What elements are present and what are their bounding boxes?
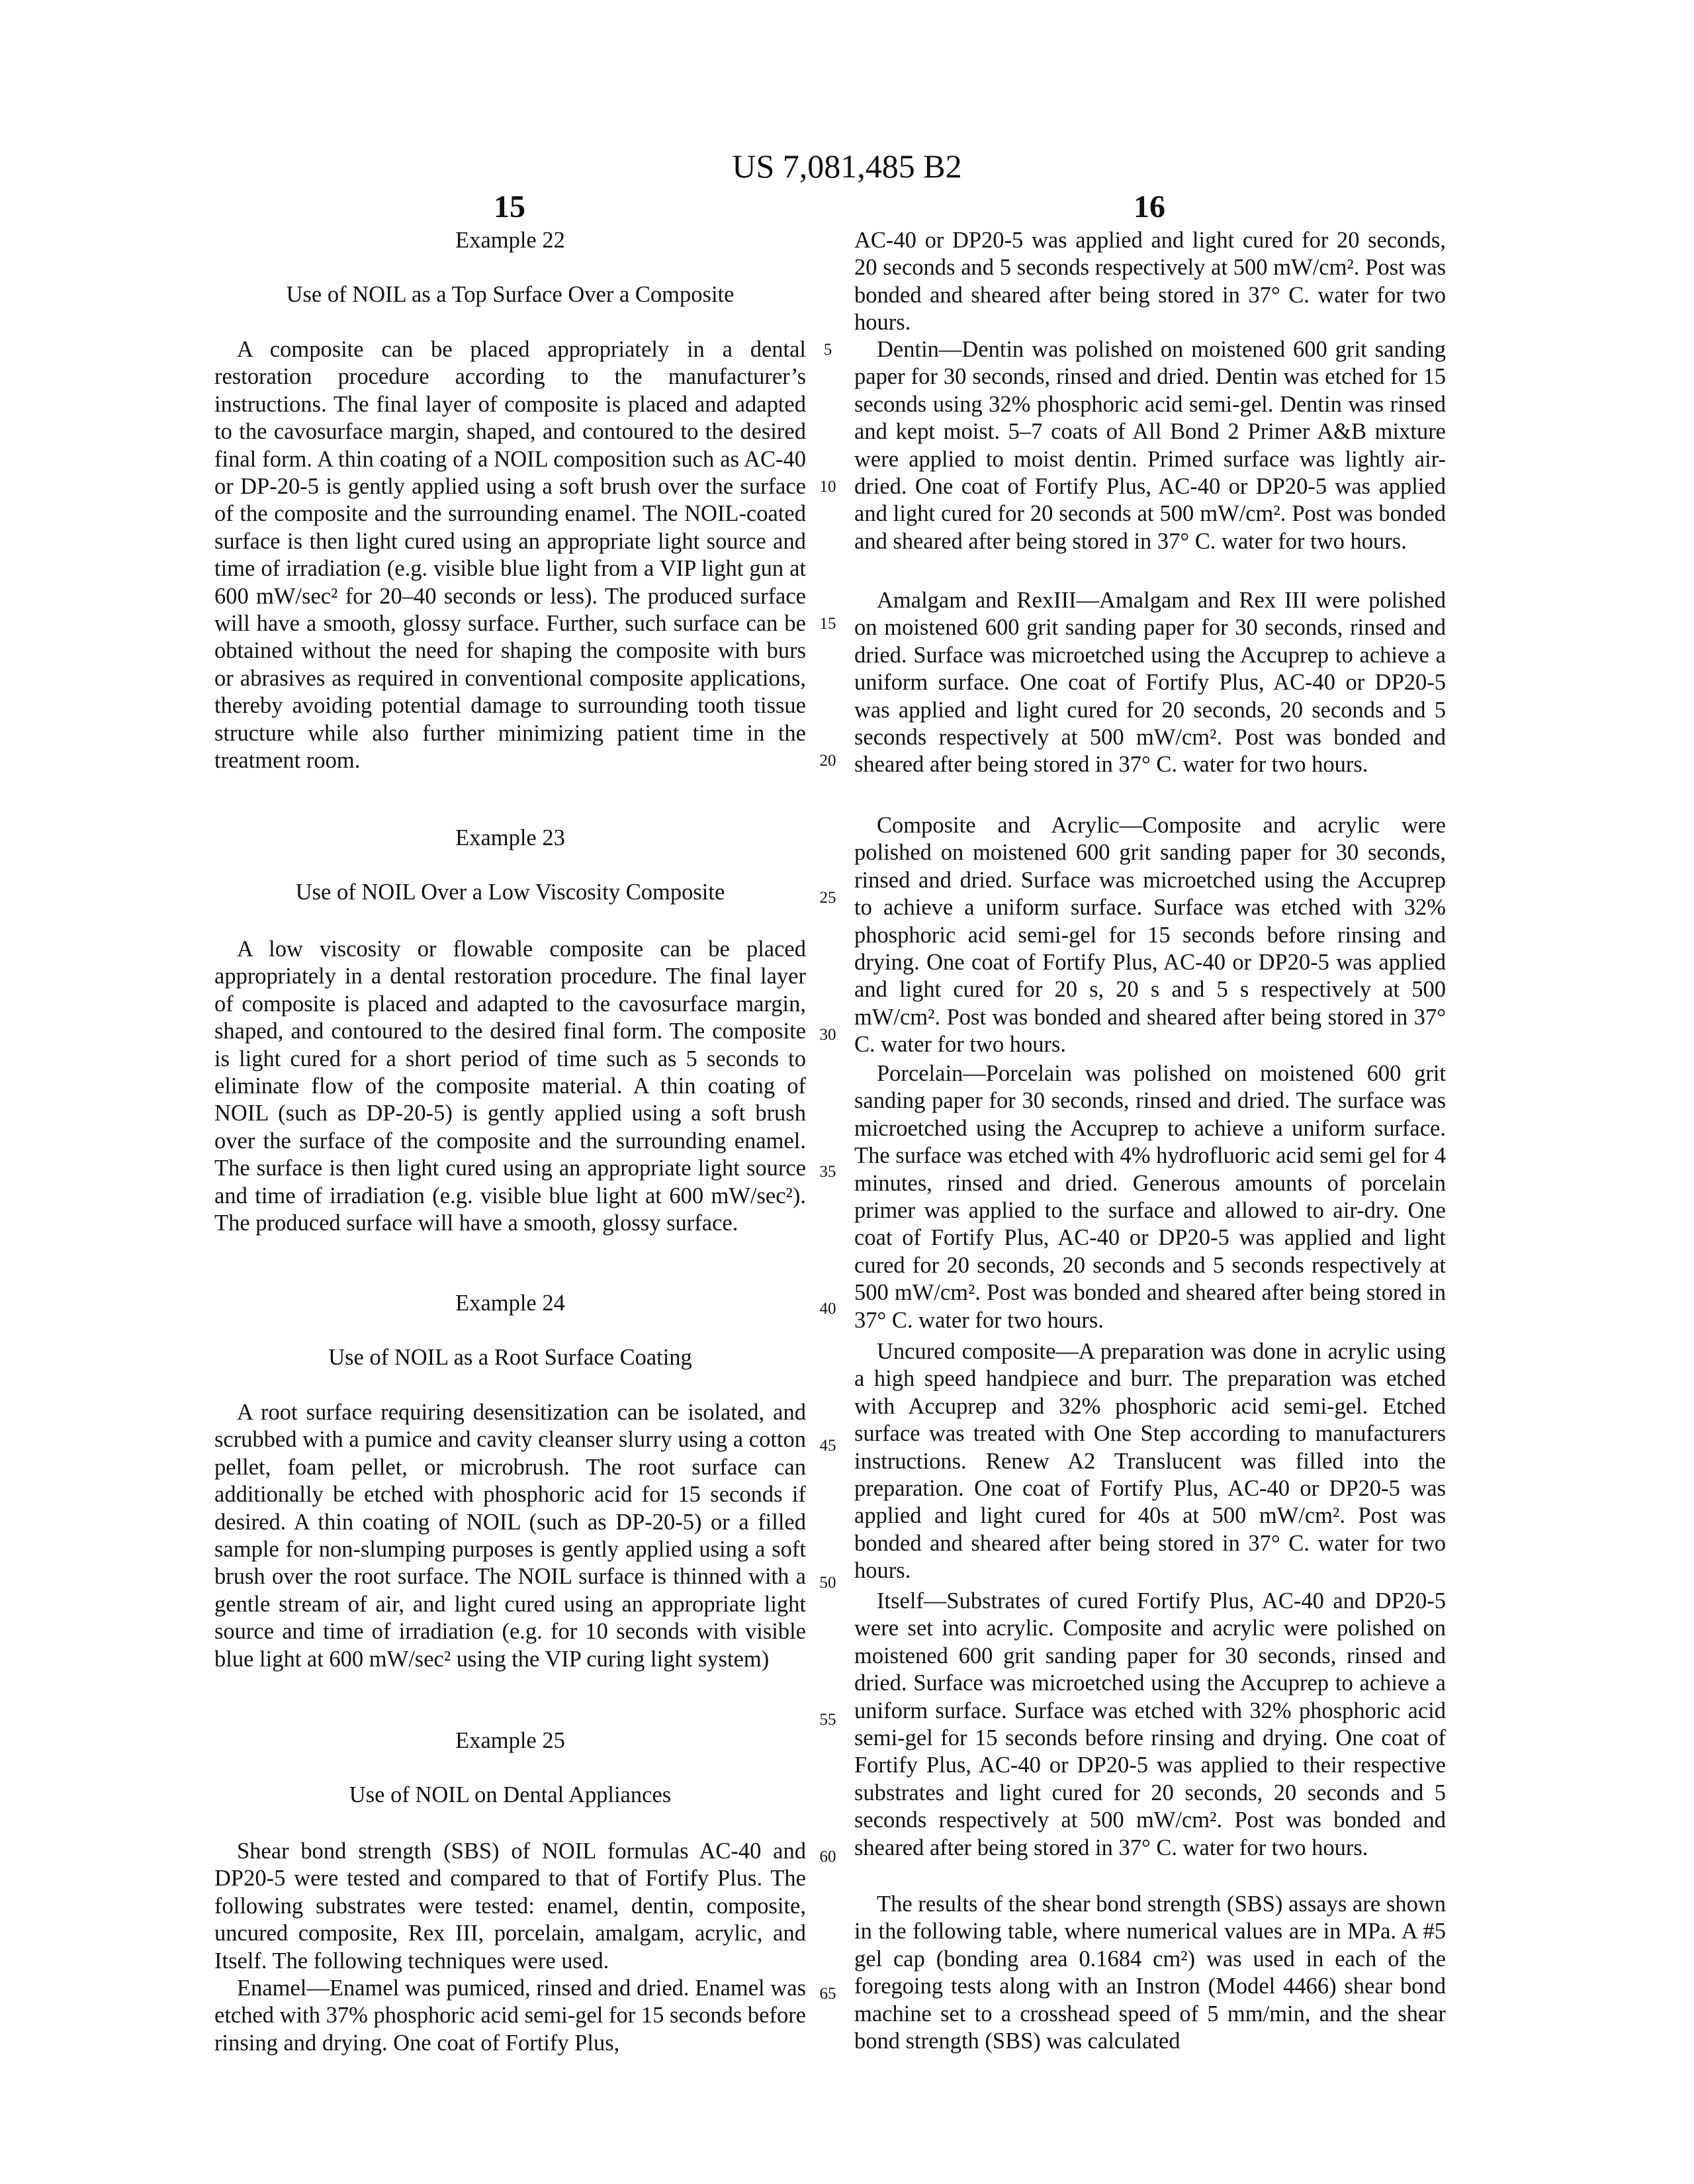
line-number: 35 (818, 1158, 838, 1185)
line-number: 65 (818, 1980, 838, 2007)
example-22-title: Example 22 (214, 227, 806, 254)
example-23-heading: Use of NOIL Over a Low Viscosity Composite (214, 879, 806, 906)
line-number: 45 (818, 1432, 838, 1459)
page-number-right: 16 (1083, 189, 1216, 225)
continued-paragraph: AC-40 or DP20-5 was applied and light cured for 20 seconds, 20 seconds and 5 seconds respectively at 500 mW/cm². Post was bonded and sheared after being stored in 37° C. water for two hours. (854, 227, 1446, 337)
line-number: 15 (818, 610, 838, 637)
dentin-paragraph: Dentin—Dentin was polished on moistened 600 grit sanding paper for 30 seconds, rinsed and dried. Dentin was etched for 15 seconds using 32% phosphoric acid semi-gel. Dentin was rinsed and kept moist. 5–7 coats of All Bond 2 Primer A&B mixture were applied to moist dentin. Primed surface was lightly air-dried. One coat of Fortify Plus, AC-40 or DP20-5 was applied and light cured for 20 seconds at 500 mW/cm². Post was bonded and sheared after being stored in 37° C. water for two hours. (854, 336, 1446, 555)
example-25-heading: Use of NOIL on Dental Appliances (214, 1782, 806, 1809)
line-number: 50 (818, 1569, 838, 1596)
line-number: 30 (818, 1021, 838, 1048)
example-22-heading: Use of NOIL as a Top Surface Over a Composite (214, 281, 806, 308)
uncured-composite-paragraph: Uncured composite—A preparation was done in acrylic using a high speed handpiece and burr. The preparation was etched with Accuprep and 32% phosphoric acid semi-gel. Etched surface was treated with One Step according to manufacturers instructions. Renew A2 Translucent was filled into the preparation. One coat of Fortify Plus, AC-40 or DP20-5 was applied and light cured for 40s at 500 mW/cm². Post was bonded and sheared after being stored in 37° C. water for two hours. (854, 1338, 1446, 1585)
porcelain-paragraph: Porcelain—Porcelain was polished on moistened 600 grit sanding paper for 30 seconds, rinsed and dried. The surface was microetched using the Accuprep to achieve a uniform surface. The surface was etched with 4% hydrofluoric acid semi gel for 4 minutes, rinsed and dried. Generous amounts of porcelain primer was applied to the surface and allowed to air-dry. One coat of Fortify Plus, AC-40 or DP20-5 was applied and light cured for 20 seconds, 20 seconds and 5 seconds respectively at 500 mW/cm². Post was bonded and sheared after being stored in 37° C. water for two hours. (854, 1060, 1446, 1334)
line-number: 20 (818, 747, 838, 774)
enamel-paragraph: Enamel—Enamel was pumiced, rinsed and dried. Enamel was etched with 37% phosphoric acid semi-gel for 15 seconds before rinsing and drying. One coat of Fortify Plus, (214, 1975, 806, 2057)
line-number: 60 (818, 1843, 838, 1870)
example-24-heading: Use of NOIL as a Root Surface Coating (214, 1344, 806, 1371)
example-24-paragraph: A root surface requiring desensitization can be isolated, and scrubbed with a pumice and cavity cleanser slurry using a cotton pellet, foam pellet, or microbrush. The root surface can additionally be etched with phosphoric acid for 15 seconds if desired. A thin coating of NOIL (such as DP-20-5) or a filled sample for non-slumping purposes is gently applied using a soft brush over the root surface. The NOIL surface is thinned with a gentle stream of air, and light cured using an appropriate light source and time of irradiation (e.g. for 10 seconds with visible blue light at 600 mW/sec² using the VIP curing light system) (214, 1399, 806, 1673)
example-23-paragraph: A low viscosity or flowable composite can be placed appropriately in a dental restoration procedure. The final layer of composite is placed and adapted to the cavosurface margin, shaped, and contoured to the desired final form. The composite is light cured for a short period of time such as 5 seconds to eliminate flow of the composite material. A thin coating of NOIL (such as DP-20-5) is gently applied using a soft brush over the surface of the composite and the surrounding enamel. The surface is then light cured using an appropriate light source and time of irradiation (e.g. visible blue light at 600 mW/sec²). The produced surface will have a smooth, glossy surface. (214, 936, 806, 1237)
line-number: 25 (818, 884, 838, 911)
amalgam-paragraph: Amalgam and RexIII—Amalgam and Rex III were polished on moistened 600 grit sanding paper for 30 seconds, rinsed and dried. Surface was microetched using the Accuprep to achieve a uniform surface. One coat of Fortify Plus, AC-40 or DP20-5 was applied and light cured for 20 seconds, 20 seconds and 5 seconds respectively at 500 mW/cm². Post was bonded and sheared after being stored in 37° C. water for two hours. (854, 587, 1446, 779)
example-22-paragraph: A composite can be placed appropriately in a dental restoration procedure according to the manufacturer’s instructions. The final layer of composite is placed and adapted to the cavosurface margin, shaped, and contoured to the desired final form. A thin coating of a NOIL composition such as AC-40 or DP-20-5 is gently applied using a soft brush over the surface of the composite and the surrounding enamel. The NOIL-coated surface is then light cured using an appropriate light source and time of irradiation (e.g. visible blue light from a VIP light gun at 600 mW/sec² for 20–40 seconds or less). The produced surface will have a smooth, glossy surface. Further, such surface can be obtained without the need for shaping the composite with burs or abrasives as required in conventional composite applications, thereby avoiding potential damage to surrounding tooth tissue structure while also further minimizing patient time in the treatment room. (214, 336, 806, 775)
results-paragraph: The results of the shear bond strength (SBS) assays are shown in the following table, where numerical values are in MPa. A #5 gel cap (bonding area 0.1684 cm²) was used in each of the foregoing tests along with an Instron (Model 4466) shear bond machine set to a crosshead speed of 5 mm/min, and the shear bond strength (SBS) was calculated (854, 1891, 1446, 2055)
patent-number: US 7,081,485 B2 (0, 147, 1694, 185)
composite-acrylic-paragraph: Composite and Acrylic—Composite and acrylic were polished on moistened 600 grit sanding paper for 30 seconds, rinsed and dried. Surface was microetched using the Accuprep to achieve a uniform surface. Surface was etched with 32% phosphoric acid semi-gel for 15 seconds before rinsing and drying. One coat of Fortify Plus, AC-40 or DP20-5 was applied and light cured for 20 s, 20 s and 5 s respectively at 500 mW/cm². Post was bonded and sheared after being stored in 37° C. water for two hours. (854, 812, 1446, 1059)
example-23-title: Example 23 (214, 825, 806, 852)
line-number: 40 (818, 1295, 838, 1322)
itself-paragraph: Itself—Substrates of cured Fortify Plus, AC-40 and DP20-5 were set into acrylic. Composite and acrylic were polished on moistened 600 grit sanding paper for 30 seconds, rinsed and dried. Surface was microetched using the Accuprep to achieve a uniform surface. Surface was etched with 32% phosphoric acid semi-gel for 15 seconds before rinsing and drying. One coat of Fortify Plus, AC-40 or DP20-5 was applied to their respective substrates and light cured for 20 seconds, 20 seconds and 5 seconds respectively at 500 mW/cm². Post was bonded and sheared after being stored in 37° C. water for two hours. (854, 1588, 1446, 1862)
example-24-title: Example 24 (214, 1290, 806, 1317)
line-number: 55 (818, 1706, 838, 1733)
line-number: 5 (818, 336, 838, 363)
example-25-paragraph: Shear bond strength (SBS) of NOIL formulas AC-40 and DP20-5 were tested and compared to that of Fortify Plus. The following substrates were tested: enamel, dentin, composite, uncured composite, Rex III, porcelain, amalgam, acrylic, and Itself. The following techniques were used. (214, 1838, 806, 1975)
example-25-title: Example 25 (214, 1727, 806, 1754)
line-number: 10 (818, 473, 838, 500)
page-number-left: 15 (443, 189, 576, 225)
